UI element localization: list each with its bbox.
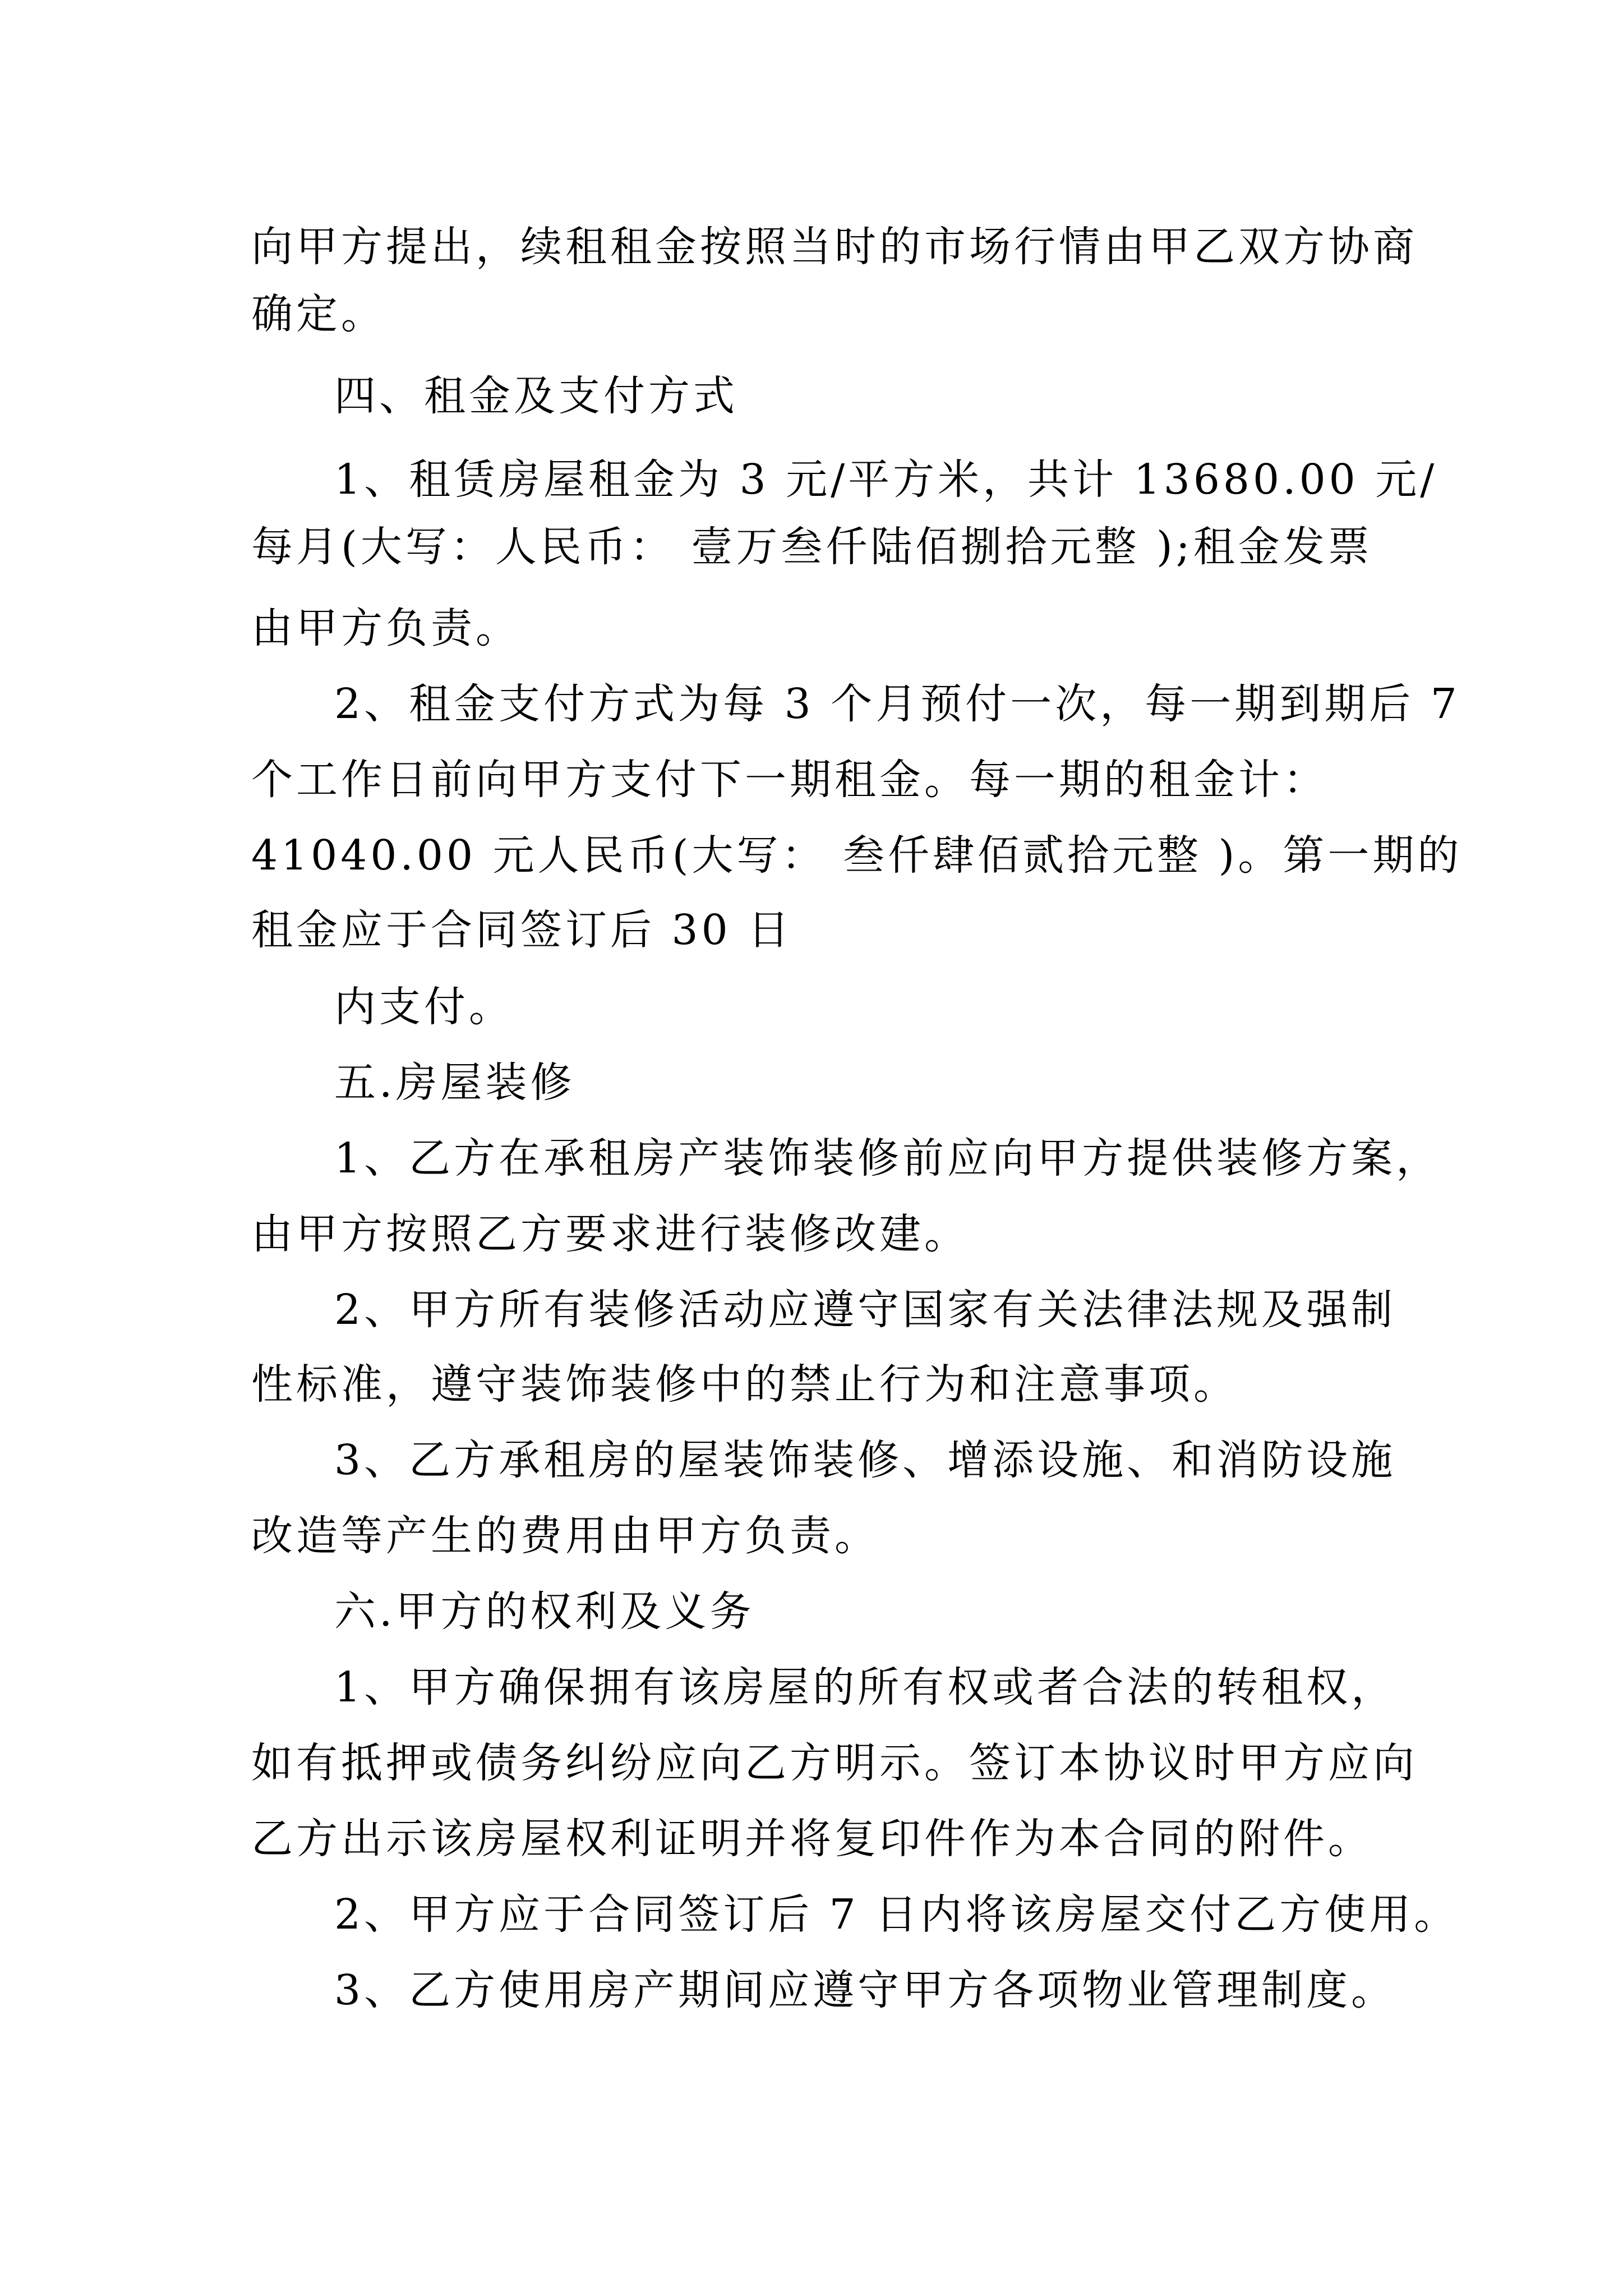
paragraph-line: 改造等产生的费用由甲方负责。 — [251, 1512, 879, 1560]
paragraph-line: 由甲方按照乙方要求进行装修改建。 — [251, 1210, 969, 1258]
paragraph-line: 个工作日前向甲方支付下一期租金。每一期的租金计： — [251, 756, 1328, 804]
paragraph-line: 如有抵押或债务纠纷应向乙方明示。签订本协议时甲方应向 — [251, 1739, 1418, 1787]
paragraph-line: 3、乙方承租房的屋装饰装修、增添设施、和消防设施 — [334, 1436, 1396, 1484]
paragraph-line: 3、乙方使用房产期间应遵守甲方各项物业管理制度。 — [334, 1966, 1396, 2014]
paragraph-line: 每月(大写：人民币： 壹万叁仟陆佰捌拾元整 );租金发票 — [251, 523, 1373, 571]
paragraph-line: 乙方出示该房屋权利证明并将复印件作为本合同的附件。 — [251, 1815, 1373, 1863]
paragraph-line: 2、甲方所有装修活动应遵守国家有关法律法规及强制 — [334, 1286, 1396, 1334]
paragraph-line: 租金应于合同签订后 30 日 — [251, 906, 793, 954]
paragraph-line: 41040.00 元人民币(大写： 叁仟肆佰贰拾元整 )。第一期的 — [251, 831, 1463, 880]
paragraph-line: 1、租赁房屋租金为 3 元/平方米，共计 13680.00 元/ — [334, 455, 1438, 504]
paragraph-line: 2、甲方应于合同签订后 7 日内将该房屋交付乙方使用。 — [334, 1890, 1459, 1939]
section-heading: 四、租金及支付方式 — [334, 372, 738, 420]
paragraph-line: 1、乙方在承租房产装饰装修前应向甲方提供装修方案， — [334, 1134, 1441, 1182]
paragraph-line: 确定。 — [251, 290, 386, 338]
paragraph-line: 1、甲方确保拥有该房屋的所有权或者合法的转租权， — [334, 1663, 1396, 1711]
paragraph-line: 2、租金支付方式为每 3 个月预付一次，每一期到期后 7 — [334, 680, 1460, 728]
section-heading: 五.房屋装修 — [334, 1059, 575, 1107]
paragraph-line: 性标准，遵守装饰装修中的禁止行为和注意事项。 — [251, 1360, 1238, 1409]
section-heading: 六.甲方的权利及义务 — [334, 1588, 755, 1636]
paragraph-line: 向甲方提出，续租租金按照当时的市场行情由甲乙双方协商 — [251, 223, 1418, 271]
paragraph-line: 内支付。 — [334, 983, 514, 1031]
paragraph-line: 由甲方负责。 — [251, 604, 520, 652]
